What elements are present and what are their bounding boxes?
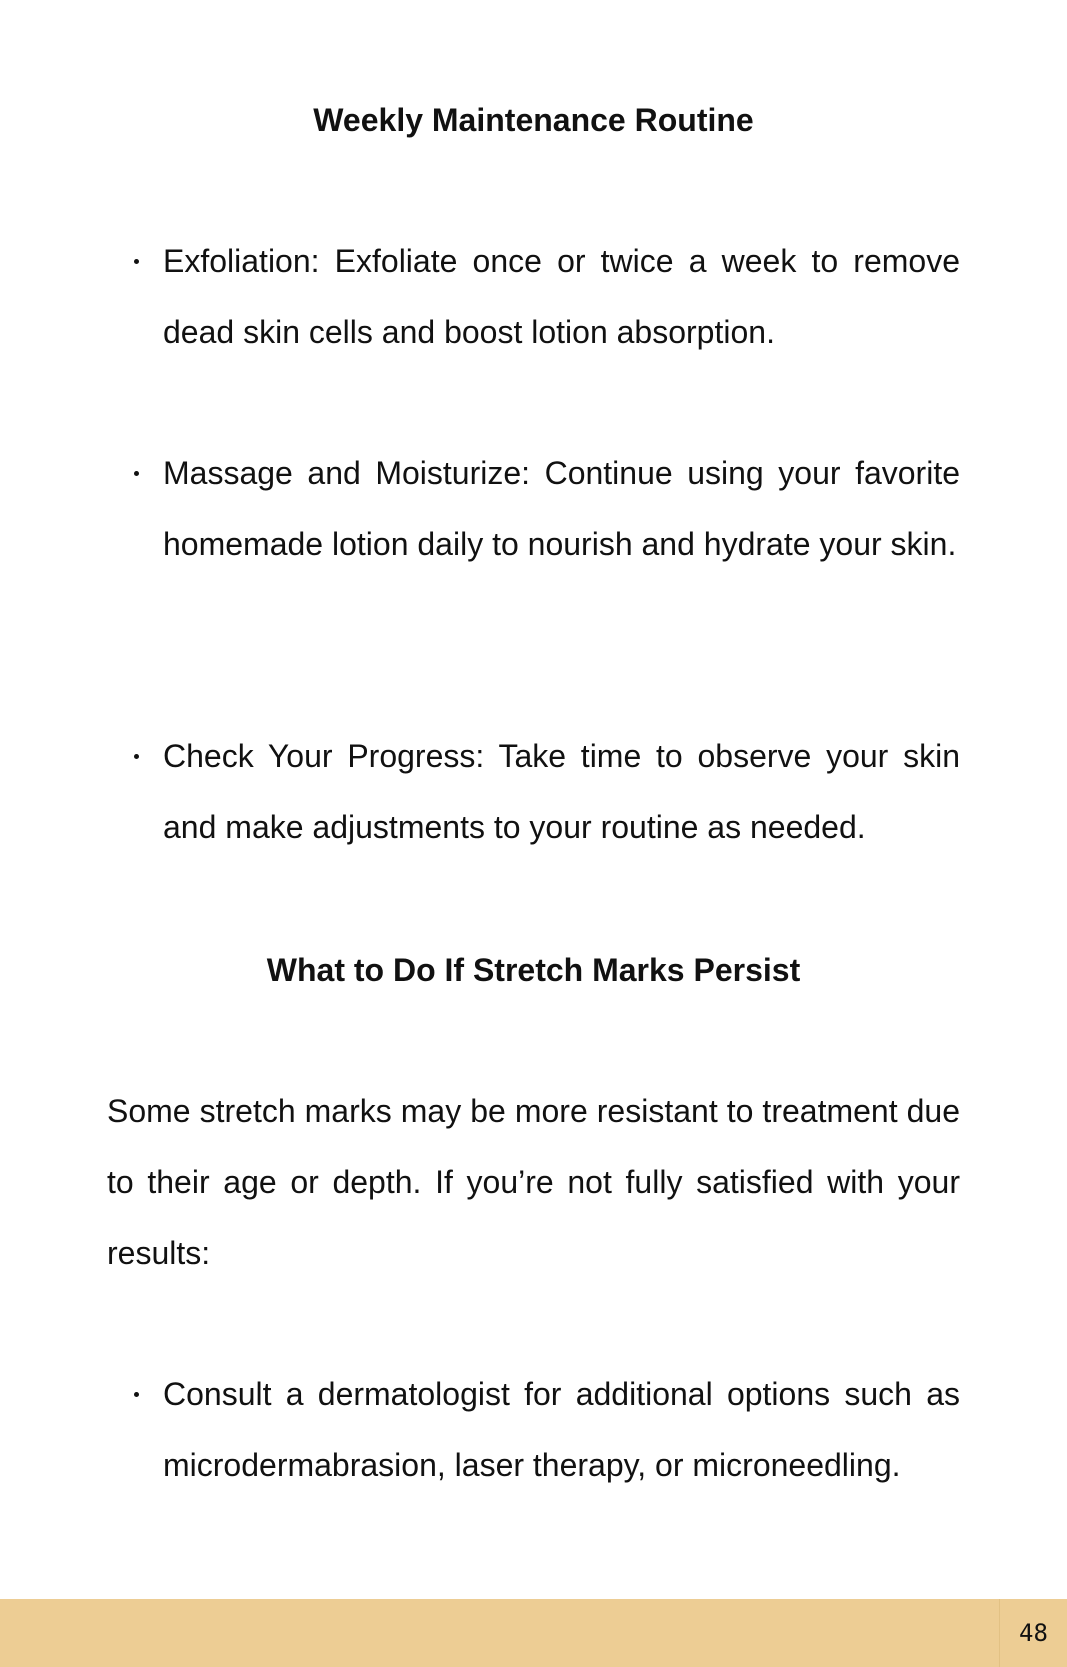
intro-paragraph: Some stretch marks may be more resistant to treatment due to their age or depth. If you’re not fully satisfied with your results: bbox=[107, 1093, 960, 1271]
list-item-text: Consult a dermatologist for additional options such as microdermabrasion, laser therapy, or microneedling. bbox=[163, 1376, 960, 1483]
list-item-text: Massage and Moisturize: Continue using your favorite homemade lotion daily to nourish and hydrate your skin. bbox=[163, 455, 960, 562]
bullet-icon bbox=[134, 259, 139, 264]
bullet-icon bbox=[134, 1392, 139, 1397]
list-item bbox=[163, 226, 960, 368]
list-item bbox=[163, 438, 960, 580]
bullet-icon bbox=[134, 471, 139, 476]
footer-bar bbox=[0, 1599, 1067, 1667]
list-item-text: Check Your Progress: Take time to observe your skin and make adjustments to your routine as needed. bbox=[163, 738, 960, 845]
list-item bbox=[163, 1359, 960, 1501]
section-heading-weekly-maintenance: Weekly Maintenance Routine bbox=[313, 102, 754, 138]
bullet-icon bbox=[134, 754, 139, 759]
section-heading-stretch-marks-persist: What to Do If Stretch Marks Persist bbox=[266, 952, 801, 988]
list-item-text: Exfoliation: Exfoliate once or twice a week to remove dead skin cells and boost lotion absorption. bbox=[163, 243, 960, 350]
page-number: 48 bbox=[999, 1599, 1067, 1667]
list-item bbox=[163, 721, 960, 863]
